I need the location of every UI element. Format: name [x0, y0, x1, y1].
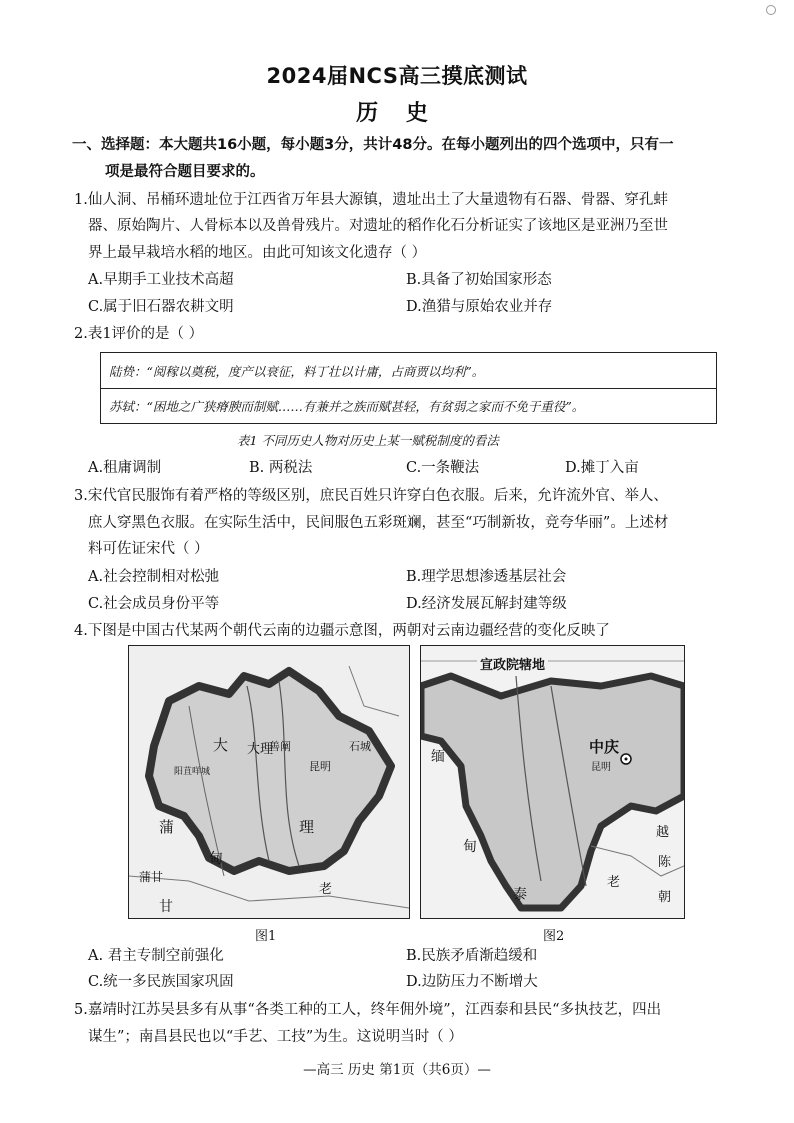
q4-option-a: A. 君主专制空前强化 [88, 948, 224, 964]
map1-label-shicheng: 石城 [349, 740, 371, 753]
q3-option-c: C.社会成员身份平等 [88, 596, 220, 612]
map1-label-lao: 老 [319, 882, 333, 897]
map-2-drawing [421, 646, 684, 918]
q3-stem-line3: 料可佐证宋代（ ） [88, 541, 209, 557]
q2-stem: 2.表1评价的是（ ） [74, 326, 204, 342]
q5-stem-line1: 5.嘉靖时江苏吴县多有从事“各类工种的工人，终年佣外境”，江西泰和县民“多执技艺，四出 [74, 1002, 662, 1018]
q3-option-a: A.社会控制相对松弛 [88, 569, 220, 585]
map1-label-shanchan: 善阐 [269, 740, 291, 753]
map2-label-chen: 陈 [658, 855, 672, 870]
map2-label-kunming: 昆明 [591, 762, 611, 773]
q2-option-b: B. 两税法 [249, 460, 313, 476]
map1-label-pu: 蒲 [159, 818, 175, 836]
q4-option-d: D.边防压力不断增大 [406, 974, 538, 990]
q1-stem-line2: 器、原始陶片、人骨标本以及兽骨残片。对遗址的稻作化石分析证实了该地区是亚洲乃至世 [88, 218, 668, 234]
map1-label-dali: 大理 [247, 742, 274, 757]
map-figure-1 [128, 645, 410, 919]
map2-label-lao: 老 [607, 875, 621, 890]
q3-option-b: B.理学思想渗透基层社会 [406, 569, 567, 585]
exam-title: 2024届NCS高三摸底测试 [266, 64, 528, 88]
map-2-caption: 图2 [543, 929, 565, 944]
q1-option-c: C.属于旧石器农耕文明 [88, 299, 234, 315]
q2-table-row-luzhi: 陆贽：“阅稼以奠税，度产以衰征，料丁壮以计庸，占商贾以均利”。 [109, 364, 485, 379]
q2-table-divider [101, 388, 716, 389]
q2-table-caption: 表1 不同历史人物对历史上某一赋税制度的看法 [237, 433, 499, 448]
map2-label-mian: 缅 [431, 749, 445, 765]
q4-stem: 4.下图是中国古代某两个朝代云南的边疆示意图，两朝对云南边疆经营的变化反映了 [74, 623, 610, 639]
map2-label-xuanzhengyuan: 宣政院辖地 [477, 654, 548, 673]
q4-option-b: B.民族矛盾渐趋缓和 [406, 948, 538, 964]
map-1-caption: 图1 [255, 929, 277, 944]
map1-label-kunming: 昆明 [309, 760, 331, 773]
q1-option-d: D.渔猎与原始农业并存 [406, 299, 553, 315]
map1-label-dian: 甸 [209, 851, 223, 867]
section-instructions-line1: 一、选择题：本大题共16小题，每小题3分，共计48分。在每小题列出的四个选项中，只有一 [72, 137, 674, 153]
corner-mark [766, 5, 776, 15]
map-figure-2 [420, 645, 685, 919]
map2-label-chao: 朝 [658, 890, 672, 905]
q1-stem-line3: 界上最早栽培水稻的地区。由此可知该文化遗存（ ） [88, 245, 427, 261]
q5-stem-line2: 谋生”；南昌县民也以“手艺、工技”为生。这说明当时（ ） [88, 1029, 463, 1045]
map2-label-zhongqing: 中庆 [589, 738, 620, 756]
q2-option-a: A.租庸调制 [88, 460, 162, 476]
q2-table-row-sushi: 苏轼：“困地之广狭瘠腴而制赋……有兼并之族而赋甚轻，有贫弱之家而不免于重役”。 [109, 399, 585, 414]
page-footer: —高三 历史 第1页（共6页）— [303, 1062, 491, 1078]
q2-table [100, 352, 717, 424]
map1-label-pugan: 蒲甘 [139, 870, 164, 884]
q3-option-d: D.经济发展瓦解封建等级 [406, 596, 567, 612]
q2-option-d: D.摊丁入亩 [565, 460, 639, 476]
map1-label-da: 大 [213, 736, 229, 754]
q1-option-b: B.具备了初始国家形态 [406, 272, 552, 288]
subject-title: 历 史 [356, 101, 438, 126]
q3-stem-line1: 3.宋代官民服饰有着严格的等级区别，庶民百姓只许穿白色衣服。后来，允许流外官、举人、 [74, 488, 668, 504]
q4-option-c: C.统一多民族国家巩固 [88, 974, 234, 990]
map2-label-yue: 越 [656, 825, 670, 840]
q2-option-c: C.一条鞭法 [406, 460, 480, 476]
map2-label-dian: 甸 [463, 839, 477, 855]
q1-option-a: A.早期手工业技术高超 [88, 272, 234, 288]
section-instructions-line2: 项是最符合题目要求的。 [105, 164, 265, 180]
map1-label-gan: 甘 [159, 899, 173, 915]
map1-label-yangjumie: 阳苴咩城 [174, 767, 211, 777]
map1-label-li: 理 [299, 818, 315, 836]
map2-label-tai: 泰 [513, 887, 527, 903]
q3-stem-line2: 庶人穿黑色衣服。在实际生活中，民间服色五彩斑斓，甚至“巧制新妆，竞夸华丽”。上述材 [88, 515, 669, 531]
map-1-drawing [129, 646, 409, 918]
q1-stem-line1: 1.仙人洞、吊桶环遗址位于江西省万年县大源镇，遗址出土了大量遗物有石器、骨器、穿孔蚌 [74, 192, 668, 208]
